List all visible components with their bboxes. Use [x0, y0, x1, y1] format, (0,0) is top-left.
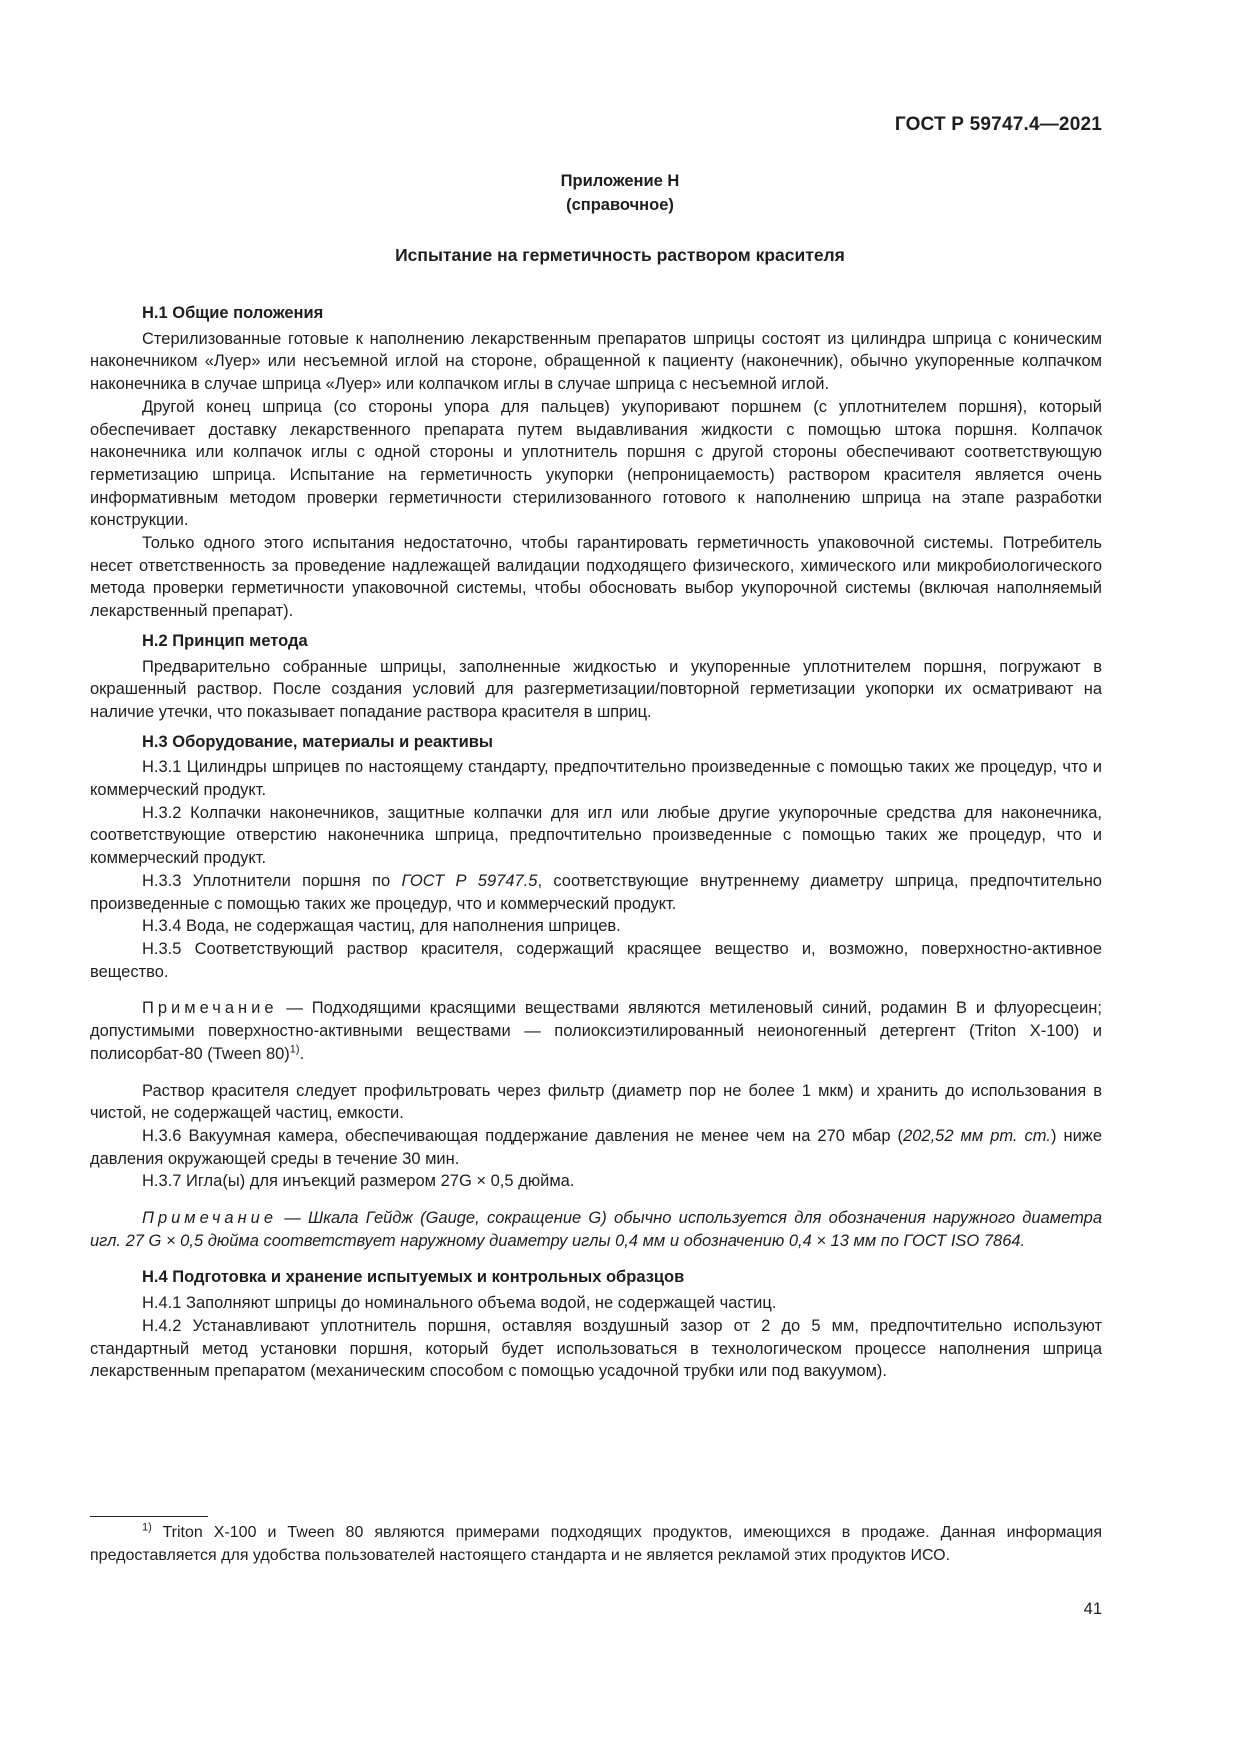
paragraph: Стерилизованные готовые к наполнению лекарственным препаратов шприцы состоят из цилиндра шприца с коническим наконечником «Луер» или несъемной иглой на стороне, обращенной к пациенту (наконечник), обычно укупоренные колпачком наконечника в случае шприца «Луер» или колпачком иглы в случае шприца с несъемной иглой. [90, 329, 1102, 394]
text-part: ) ниже давления окружающей среды в течение 30 мин. [90, 1126, 1102, 1168]
footnote [90, 1522, 1102, 1567]
list-item: Н.4.2 Устанавливают уплотнитель поршня, оставляя воздушный зазор от 2 до 5 мм, предпочтительно используют стандартный метод установки поршня, который будет использоваться в технологическом процессе наполнения шприца лекарственным препаратом (механическим способом с помощью усадочной трубки или под вакуумом). [90, 1316, 1102, 1381]
list-item: Н.4.1 Заполняют шприцы до номинального объема водой, не содержащей частиц. [142, 1294, 777, 1313]
note-label: Примечание [142, 1209, 278, 1228]
unit-conversion: 202,52 мм рт. ст. [903, 1126, 1051, 1145]
note [90, 1207, 1102, 1252]
footnote-ref[interactable]: 1) [289, 1043, 300, 1056]
list-item: Н.3.1 Цилиндры шприцев по настоящему стандарту, предпочтительно произведенные с помощью таких же процедур, что и коммерческий продукт. [90, 758, 1102, 800]
section-heading-h3: Н.3 Оборудование, материалы и реактивы [142, 732, 493, 751]
footnote-divider [90, 1516, 208, 1517]
page-number: 41 [1083, 1600, 1102, 1618]
list-item: Н.3.4 Вода, не содержащая частиц, для наполнения шприцев. [142, 917, 621, 936]
paragraph: Только одного этого испытания недостаточно, чтобы гарантировать герметичность упаковочной системы. Потребитель несет ответственность за проведение надлежащей валидации подходящего физического, химического или микробиологического метода проверки герметичности упаковочной системы, чтобы обосновать выбор укупорочной системы (включая наполняемый лекарственный препарат). [90, 534, 1102, 621]
note [90, 997, 1102, 1065]
note-text: — Подходящими красящими веществами являются метиленовый синий, родамин В и флуоресцеин; допустимыми поверхностно-активными веществами — полиоксиэтилированный неионогенный детергент (Triton X-100) и полисорбат-80 (Tween 80) [90, 999, 1102, 1063]
paragraph: Предварительно собранные шприцы, заполненные жидкостью и укупоренные уплотнителем поршня, погружают в окрашенный раствор. После создания условий для разгерметизации/повторной герметизации укопорки их осматривают на наличие утечки, что показывает попадание раствора красителя в шприц. [90, 657, 1102, 721]
section-heading-h1: Н.1 Общие положения [142, 304, 324, 322]
footnote-marker: 1) [142, 1521, 152, 1534]
text-part: Н.3.6 Вакуумная камера, обеспечивающая поддержание давления не менее чем на 270 мбар ( [142, 1126, 904, 1145]
list-item: Н.3.7 Игла(ы) для инъекций размером 27G × 0,5 дюйма. [142, 1172, 575, 1191]
standard-reference: ГОСТ Р 59747.5 [401, 871, 538, 890]
annex-title: Приложение Н [560, 172, 680, 190]
list-item: Н.3.5 Соответствующий раствор красителя, содержащий красящее вещество и, возможно, поверхностно-активное вещество. [90, 939, 1102, 981]
section-heading-h2: Н.2 Принцип метода [142, 631, 308, 650]
standard-code: ГОСТ Р 59747.4—2021 [894, 114, 1102, 135]
document-body [90, 302, 1102, 1383]
text-part: , соответствующие внутреннему диаметру шприца, предпочтительно произведенные с помощью таких же процедур, что и коммерческий продукт. [90, 871, 1102, 913]
list-item [90, 870, 1102, 915]
note-text: — Шкала Гейдж (Gauge, сокращение G) обычно используется для обозначения наружного диаметра игл. 27 G × 0,5 дюйма соответствует наружному диаметру иглы 0,4 мм и обозначению 0,4 × 13 мм по ГОСТ ISO 7864. [90, 1209, 1102, 1250]
list-item: Н.3.2 Колпачки наконечников, защитные колпачки для игл или любые другие укупорочные средства для наконечника, соответствующие отверстию наконечника шприца, предпочтительно произведенные с помощью таких же процедур, что и коммерческий продукт. [90, 803, 1102, 868]
list-item [90, 1125, 1102, 1170]
section-heading-h4: Н.4 Подготовка и хранение испытуемых и контрольных образцов [142, 1268, 685, 1287]
note-end: . [299, 1044, 305, 1063]
annex-status: (справочное) [566, 196, 674, 214]
footnote-text: Triton X-100 и Tween 80 являются примерами подходящих продуктов, имеющихся в продаже. Данная информация предоставляется для удобства пользователей настоящего стандарта и не является рекламой этих продуктов ИСО. [90, 1524, 1102, 1564]
annex-heading: Испытание на герметичность раствором красителя [395, 245, 845, 265]
paragraph: Раствор красителя следует профильтровать через фильтр (диаметр пор не более 1 мкм) и хранить до использования в чистой, не содержащей частиц, емкости. [90, 1081, 1102, 1123]
note-label: Примечание [142, 999, 278, 1018]
paragraph: Другой конец шприца (со стороны упора для пальцев) укупоривают поршнем (с уплотнителем поршня), который обеспечивает доставку лекарственного препарата путем выдавливания жидкости с помощью штока поршня. Колпачок наконечника или колпачок иглы с одной стороны и уплотнитель поршня с другой стороны обеспечивают соответствующую герметизацию шприца. Испытание на герметичность укупорки (непроницаемость) раствором красителя является очень информативным методом проверки герметичности стерилизованного готового к наполнению шприца на этапе разработки конструкции. [90, 397, 1102, 530]
text-part: Н.3.3 Уплотнители поршня по [142, 871, 402, 890]
